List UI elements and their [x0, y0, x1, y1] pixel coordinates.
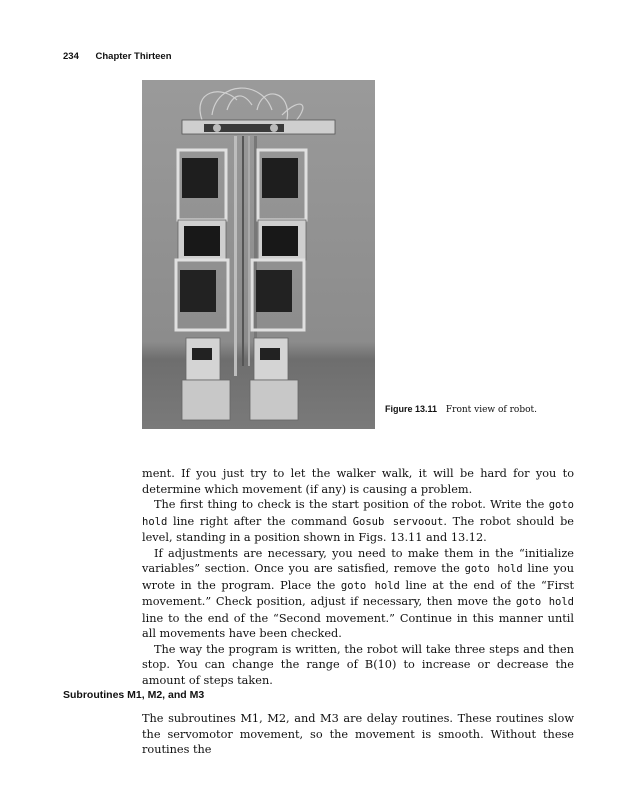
figure-caption-text: Front view of robot. — [445, 405, 537, 415]
section-heading: Subroutines M1, M2, and M3 — [63, 689, 205, 701]
paragraph-2: The first thing to check is the start position of the robot. Write the goto hold line right after the command Gosub servoout. The robot should be level, standing in a position shown in Figs. 13.11 and 13.12. — [142, 498, 574, 544]
robot-photo — [142, 80, 375, 429]
figure-caption — [385, 404, 537, 415]
body-block — [142, 466, 574, 688]
paragraph-4: The way the program is written, the robot will take three steps and then stop. You can change the range of B(10) to increase or decrease the amount of steps taken. — [142, 642, 574, 687]
figure-label: Figure 13.11 — [385, 404, 438, 414]
paragraph-1: ment. If you just try to let the walker walk, it will be hard for you to determine which movement (if any) is causing a problem. — [142, 467, 574, 496]
section-body — [142, 711, 574, 758]
chapter-title: Chapter Thirteen — [95, 51, 172, 62]
running-head — [63, 51, 172, 62]
page-number: 234 — [63, 51, 79, 62]
section-paragraph-1: The subroutines M1, M2, and M3 are delay routines. These routines slow the servomotor movement, so the movement is smooth. Without these routines the — [142, 712, 574, 756]
paragraph-3: If adjustments are necessary, you need to make them in the “initialize variables” section. Once you are satisfied, remove the goto hold line you wrote in the program. Place the goto hold line at the end of the “First movement.” Check position, adjust if necessary, then move the goto hold line to the end of the “Second movement.” Continue in this manner until all movements have been checked. — [142, 546, 574, 640]
